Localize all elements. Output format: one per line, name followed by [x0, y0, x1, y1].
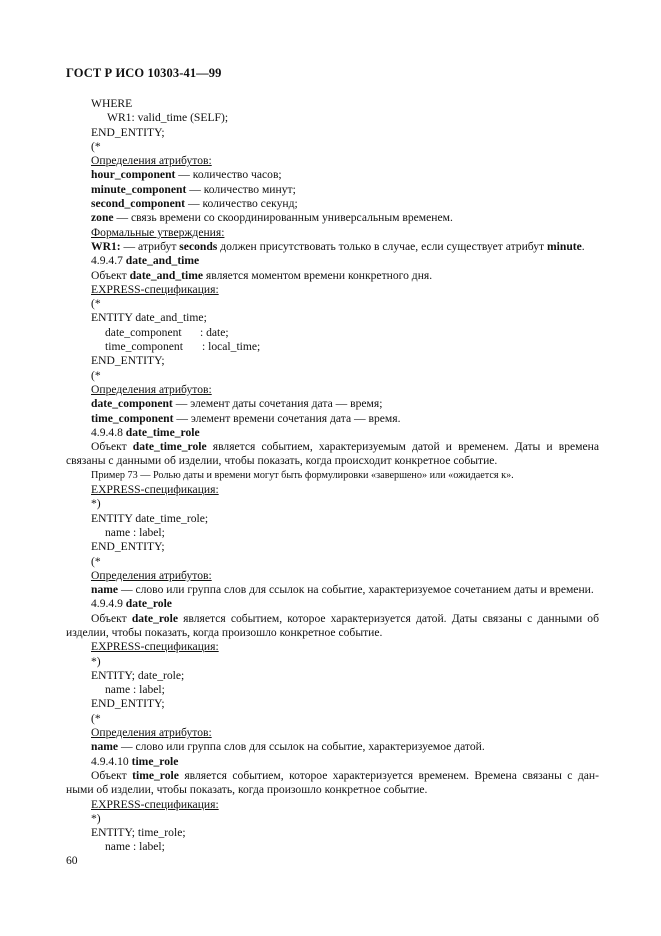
- clause-title: date_and_time: [125, 254, 200, 268]
- text-span: является событием, которое характеризуется временем. Времена связаны с дан- ными об изделии, чтобы показать, когда произошло конкретное событие.: [66, 768, 599, 797]
- code-line: *): [91, 654, 101, 668]
- term: time_role: [132, 768, 179, 782]
- code-line: END_ENTITY;: [91, 697, 165, 711]
- definition-line: [91, 197, 599, 211]
- text-span: Объект: [91, 268, 130, 282]
- paragraph: [66, 440, 599, 469]
- code-line: name : label;: [105, 840, 165, 854]
- text-span: является событием, которое характеризуется датой. Даты связаны с данными об изделии, чтобы показать, когда произошло конкретное событие.: [66, 611, 599, 639]
- definition-line: [91, 168, 599, 182]
- section-heading: EXPRESS-спецификация:: [91, 282, 219, 296]
- text-span: является событием, характеризуемым датой и временем. Даты и времена связаны с данными об изделии, чтобы показать, когда происходит конкретное событие.: [66, 440, 599, 468]
- clause-title: date_time_role: [125, 425, 200, 439]
- attribute-name: date_component: [105, 325, 182, 339]
- term: date_role: [131, 611, 178, 625]
- definition: — слово или группа слов для ссылок на событие, характеризуемое датой.: [118, 740, 485, 754]
- code-line: (*: [91, 139, 101, 153]
- code-line: *): [91, 497, 101, 511]
- text-span: — атрибут: [120, 239, 180, 253]
- term: time_component: [91, 411, 174, 425]
- definition: — элемент времени сочетания дата — время.: [173, 411, 401, 425]
- term: date_component: [91, 397, 173, 411]
- code-line: END_ENTITY;: [91, 540, 165, 554]
- term: date_and_time: [129, 268, 204, 282]
- text-span: является моментом времени конкретного дня.: [203, 268, 433, 282]
- definition-line: [91, 412, 599, 426]
- code-line: name : label;: [105, 683, 165, 697]
- clause-title: time_role: [131, 754, 179, 768]
- code-line: (*: [91, 554, 101, 568]
- clause-heading: [91, 755, 599, 769]
- term: date_time_role: [132, 440, 207, 454]
- text-span: — слово или группа слов для ссылок на событие, характеризуемое сочетанием даты и времени.: [118, 583, 594, 597]
- term: zone: [91, 211, 114, 225]
- code-line: ENTITY; time_role;: [91, 826, 186, 840]
- attribute-type: : date;: [200, 325, 229, 339]
- section-heading: Определения атрибутов:: [91, 568, 212, 582]
- definition-line: [91, 740, 599, 754]
- section-heading: EXPRESS-спецификация:: [91, 483, 219, 497]
- code-line: ENTITY; date_role;: [91, 668, 185, 682]
- text-span: Объект: [91, 611, 132, 625]
- code-line: END_ENTITY;: [91, 354, 165, 368]
- clause-heading: [91, 597, 599, 611]
- clause-number: 4.9.4.10: [91, 754, 132, 768]
- section-heading: Определения атрибутов:: [91, 726, 212, 740]
- rule-line: [91, 240, 599, 254]
- paragraph: [66, 769, 599, 798]
- code-line: ENTITY date_time_role;: [91, 511, 209, 525]
- paragraph: [66, 583, 599, 597]
- code-line: [91, 340, 599, 354]
- section-heading: Определения атрибутов:: [91, 382, 212, 396]
- text-span: Объект: [91, 768, 133, 782]
- term: second_component: [91, 197, 186, 211]
- term: hour_component: [91, 168, 176, 182]
- code-line: ENTITY date_and_time;: [91, 311, 207, 325]
- term: seconds: [179, 239, 218, 253]
- term: name: [91, 583, 119, 597]
- section-heading: EXPRESS-спецификация:: [91, 640, 219, 654]
- clause-number: 4.9.4.8: [91, 425, 126, 439]
- document-header: ГОСТ Р ИСО 10303-41—99: [66, 66, 222, 80]
- code-line: (*: [91, 368, 101, 382]
- code-line: WR1: valid_time (SELF);: [107, 111, 229, 125]
- definition-line: [91, 183, 599, 197]
- section-heading: Формальные утверждения:: [91, 225, 225, 239]
- definition: — связь времени со скоординированным универсальным временем.: [113, 211, 453, 225]
- section-heading: EXPRESS-спецификация:: [91, 797, 219, 811]
- code-line: *): [91, 811, 101, 825]
- text-span: Объект: [91, 440, 133, 454]
- paragraph: [66, 612, 599, 641]
- page-number: 60: [66, 854, 78, 867]
- term: WR1:: [91, 239, 121, 253]
- clause-title: date_role: [125, 597, 172, 611]
- definition-line: [91, 211, 599, 225]
- code-line: [91, 326, 599, 340]
- clause-heading: [91, 426, 599, 440]
- definition-line: [91, 397, 599, 411]
- attribute-name: time_component: [105, 340, 183, 354]
- code-line: (*: [91, 297, 101, 311]
- code-line: WHERE: [91, 97, 133, 110]
- example-note: Пример 73 — Ролью даты и времени могут быть формулировки «завершено» или «ожидается к».: [91, 469, 514, 481]
- term: minute_component: [91, 182, 187, 196]
- definition: — количество секунд;: [185, 197, 298, 211]
- term: minute: [547, 239, 582, 253]
- attribute-type: : local_time;: [202, 340, 261, 354]
- section-heading: Определения атрибутов:: [91, 154, 212, 168]
- term: name: [91, 740, 119, 754]
- code-line: END_ENTITY;: [91, 125, 165, 139]
- definition: — элемент даты сочетания дата — время;: [172, 397, 383, 411]
- clause-number: 4.9.4.7: [91, 254, 126, 268]
- definition: — количество часов;: [175, 168, 282, 182]
- code-line: (*: [91, 711, 101, 725]
- definition: — количество минут;: [186, 182, 296, 196]
- clause-heading: [91, 254, 599, 268]
- document-body: [66, 97, 599, 855]
- clause-number: 4.9.4.9: [91, 597, 126, 611]
- code-line: name : label;: [105, 525, 165, 539]
- text-span: должен присутствовать только в случае, если существует атрибут: [217, 239, 548, 253]
- text-span: .: [581, 239, 585, 253]
- text-line: [91, 269, 599, 283]
